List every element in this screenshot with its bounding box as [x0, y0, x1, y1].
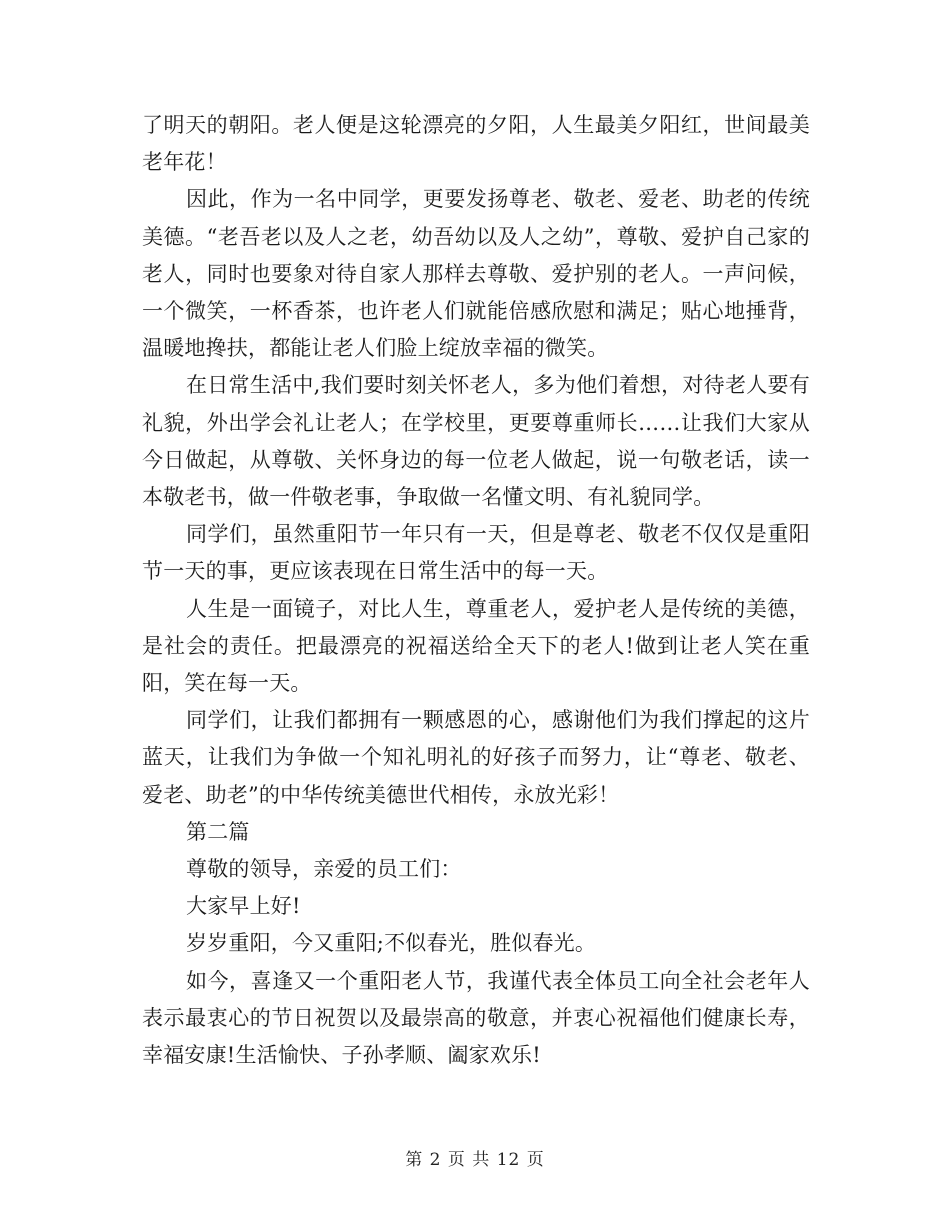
- document-body: [142, 107, 810, 1074]
- paragraph: 了明天的朝阳。老人便是这轮漂亮的夕阳，人生最美夕阳红，世间最美老年花！: [142, 113, 810, 175]
- paragraph: 在日常生活中,我们要时刻关怀老人，多为他们着想，对待老人要有礼貌，外出学会礼让老人；在学校里，更要尊重师长……让我们大家从今日做起，从尊敬、关怀身边的每一位老人做起，说一句敬老话，读一本敬老书，做一件敬老事，争取做一名懂文明、有礼貌同学。: [142, 373, 810, 510]
- paragraph: 如今，喜逢又一个重阳老人节，我谨代表全体员工向全社会老年人表示最衷心的节日祝贺以及最崇高的敬意，并衷心祝福他们健康长寿，幸福安康!生活愉快、子孙孝顺、阖家欢乐!: [142, 968, 810, 1068]
- paragraph: 岁岁重阳，今又重阳;不似春光，胜似春光。: [186, 931, 597, 956]
- paragraph: 同学们，让我们都拥有一颗感恩的心，感谢他们为我们撑起的这片蓝天，让我们为争做一个知礼明礼的好孩子而努力，让“尊老、敬老、爱老、助老”的中华传统美德世代相传，永放光彩！: [142, 708, 810, 807]
- salutation: 尊敬的领导，亲爱的员工们：: [186, 857, 462, 882]
- page-number-footer: 第 2 页 共 12 页: [405, 1150, 545, 1170]
- paragraph: 因此，作为一名中同学，更要发扬尊老、敬老、爱老、助老的传统美德。“老吾老以及人之老，幼吾幼以及人之幼”，尊敬、爱护自己家的老人，同时也要象对待自家人那样去尊敬、爱护别的老人。一声问候，一个微笑，一杯香茶，也许老人们就能倍感欣慰和满足；贴心地捶背，温暖地搀扶，都能让老人们脸上绽放幸福的微笑。: [142, 187, 810, 361]
- section-heading: 第二篇: [186, 819, 250, 844]
- paragraph: 同学们，虽然重阳节一年只有一天，但是尊老、敬老不仅仅是重阳节一天的事，更应该表现在日常生活中的每一天。: [142, 522, 810, 584]
- greeting: 大家早上好!: [186, 894, 301, 919]
- paragraph: 人生是一面镜子，对比人生，尊重老人，爱护老人是传统的美德，是社会的责任。把最漂亮的祝福送给全天下的老人!做到让老人笑在重阳，笑在每一天。: [142, 596, 810, 696]
